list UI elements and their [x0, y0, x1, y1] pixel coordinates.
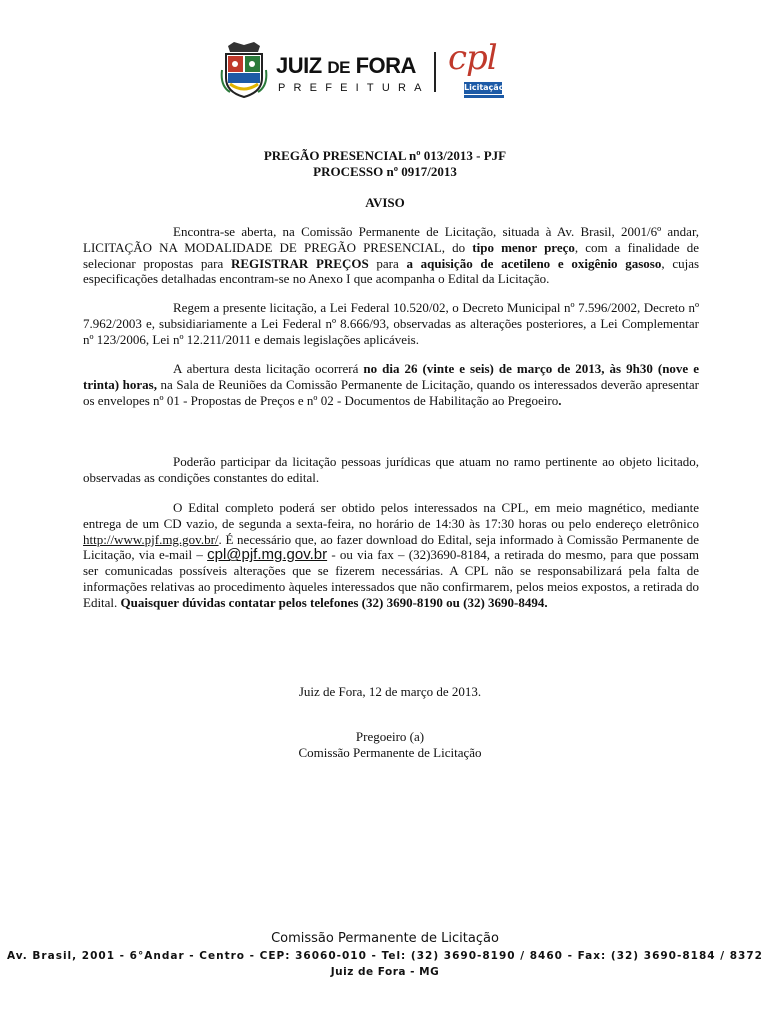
text: Regem a presente licitação, a Lei Federal 10.520/02, o Decreto Municipal nº 7.596/2002, Decreto nº 7.962/2003 e, subsidiariamente a Lei Federal nº 8.666/93, observadas as alterações posteriores, a Lei Complementar nº 123/2006, Lei nº 12.211/2011 e demais legislações aplicáveis.: [83, 300, 699, 347]
cpl-badge: Licitação: [464, 83, 505, 92]
brand-subtitle: PREFEITURA: [278, 82, 430, 94]
text: - ou via fax – (32)3690-8184, a retirada do mesmo, para que possam ser comunicadas possíveis alterações que se fizerem necessárias. A CPL não se responsabilizará pela falta de informações relativas ao procedimento àqueles interessados que não confirmarem, pelos meios expostos, a retirada do Edital.: [83, 547, 699, 610]
text: Poderão participar da licitação pessoas jurídicas que atuam no ramo pertinente ao objeto licitado, observadas as condições constantes do edital.: [83, 454, 699, 485]
signature-organization: Comissão Permanente de Licitação: [298, 745, 482, 760]
paragraph-participation: [83, 454, 699, 486]
brand-name: [276, 53, 416, 79]
cpl-logo: cpl: [448, 38, 497, 78]
brand-de: DE: [327, 58, 350, 77]
bold-text: Quaisquer dúvidas contatar pelos telefones (32) 3690-8190 ou (32) 3690-8494.: [120, 594, 548, 610]
website-link[interactable]: http://www.pjf.mg.gov.br/: [83, 531, 219, 547]
city-coat-of-arms-icon: [220, 40, 268, 98]
text: . É necessário que, ao fazer download do Edital, seja informado à Comissão Permanente de Licitação, via e-mail –: [83, 531, 699, 563]
bold-text: a aquisição de acetileno e oxigênio gasoso: [406, 255, 662, 271]
bold-text: REGISTRAR PREÇOS: [230, 255, 369, 271]
paragraph-opening: [83, 224, 699, 287]
cpl-underline: [464, 95, 504, 98]
bold-text: no dia 26 (vinte e seis) de março de 2013, às 9h30 (nove e trinta) horas,: [83, 361, 699, 392]
email-link[interactable]: cpl@pjf.mg.gov.br: [207, 546, 328, 564]
paragraph-legislation: [83, 300, 699, 347]
text: Encontra-se aberta, na Comissão Permanente de Licitação, situada à Av. Brasil, 2001/6º andar, LICITAÇÃO NA MODALIDADE DE PREGÃO PRESENCIAL, do: [83, 224, 699, 255]
brand-juiz: JUIZ: [276, 53, 322, 78]
document-title: PREGÃO PRESENCIAL nº 013/2013 - PJF: [263, 148, 507, 163]
brand-fora: FORA: [355, 53, 416, 78]
text: , com a finalidade de selecionar propostas para: [83, 239, 699, 271]
text: O Edital completo poderá ser obtido pelos interessados na CPL, em meio magnético, mediante entrega de um CD vazio, de segunda a sexta-feira, no horário de 14:30 às 17:30 horas ou pelo endereço eletrônico: [83, 500, 699, 531]
process-number: PROCESSO nº 0917/2013: [313, 164, 457, 179]
text: A abertura desta licitação ocorrerá: [173, 361, 364, 376]
header-logos: [220, 38, 530, 100]
footer-city: Juiz de Fora - MG: [330, 966, 440, 978]
brand-divider: [434, 52, 436, 92]
paragraph-opening-date: [83, 361, 699, 408]
text: , cujas especificações detalhadas encontram-se no Anexo I que acompanha o Edital da Licitação.: [83, 255, 700, 287]
document-date: Juiz de Fora, 12 de março de 2013.: [298, 684, 482, 699]
footer-title: Comissão Permanente de Licitação: [271, 931, 499, 946]
bold-text: tipo menor preço: [472, 239, 575, 255]
signature-role: Pregoeiro (a): [355, 729, 425, 744]
paragraph-edital: [83, 500, 699, 611]
notice-heading: AVISO: [365, 195, 405, 210]
bold-text: .: [558, 392, 562, 408]
text: para: [368, 255, 407, 271]
text: na Sala de Reuniões da Comissão Permanente de Licitação, quando os interessados deverão apresentar os envelopes nº 01 - Propostas de Preços e nº 02 - Documentos de Habilitação ao Pregoeiro: [83, 376, 699, 408]
footer-address: Av. Brasil, 2001 - 6°Andar - Centro - CEP: 36060-010 - Tel: (32) 3690-8190 / 8460 - Fax: (32) 3690-8184 / 8372: [7, 950, 763, 962]
